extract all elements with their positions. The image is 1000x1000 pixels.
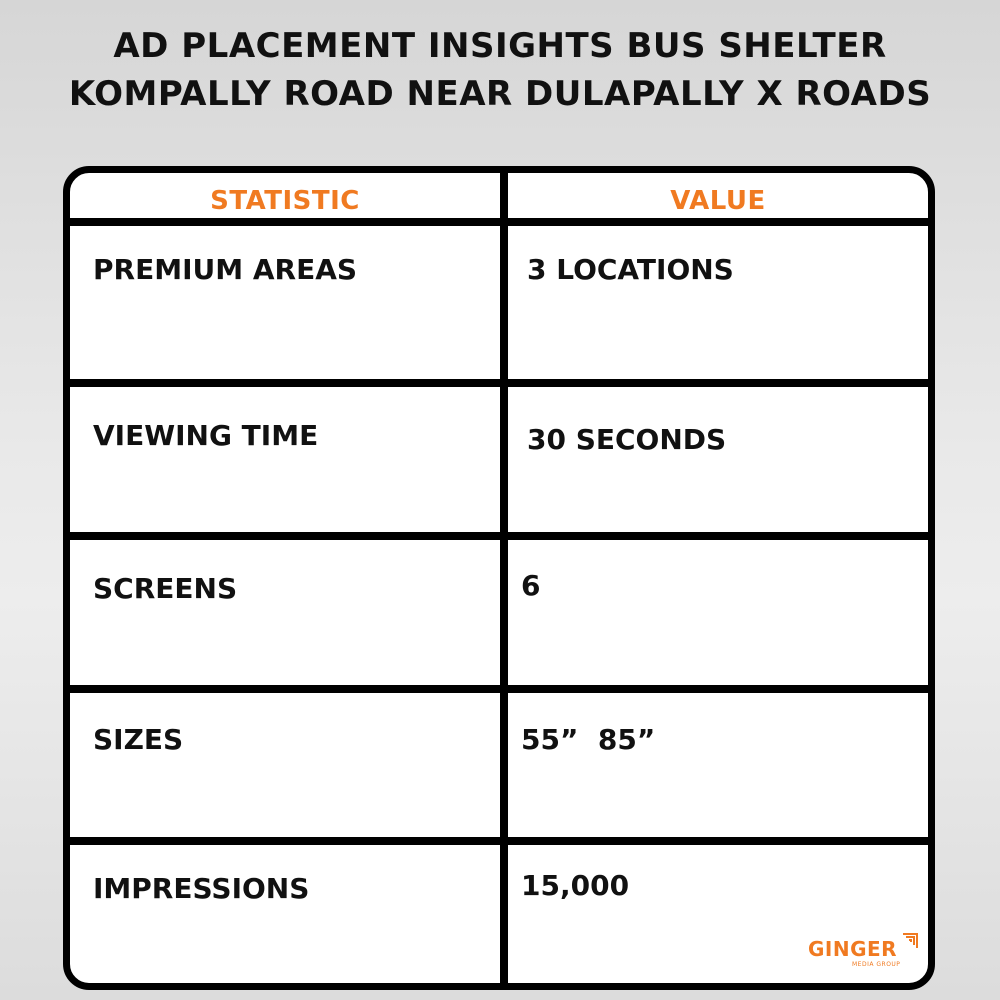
column-divider bbox=[500, 173, 508, 983]
ginger-logo bbox=[808, 933, 918, 973]
ginger-logo-icon bbox=[902, 933, 918, 949]
logo-name: GINGER bbox=[808, 937, 898, 961]
header-value: VALUE bbox=[670, 186, 766, 216]
row-label-premium-areas: PREMIUM AREAS bbox=[93, 253, 358, 286]
row-value-viewing-time: 30 SECONDS bbox=[527, 423, 727, 456]
title-line-2: KOMPALLY ROAD NEAR DULAPALLY X ROADS bbox=[68, 74, 932, 114]
title-line-1: AD PLACEMENT INSIGHTS BUS SHELTER bbox=[113, 26, 887, 66]
row-divider bbox=[70, 218, 928, 226]
row-label-impressions: IMPRESSIONS bbox=[93, 872, 310, 905]
row-divider bbox=[70, 379, 928, 387]
row-label-sizes: SIZES bbox=[93, 723, 184, 756]
statistics-table bbox=[63, 166, 935, 990]
row-label-screens: SCREENS bbox=[93, 572, 238, 605]
row-divider bbox=[70, 532, 928, 540]
row-value-screens: 6 bbox=[521, 569, 541, 602]
row-divider bbox=[70, 837, 928, 845]
page-title bbox=[0, 22, 1000, 118]
logo-subtitle: MEDIA GROUP bbox=[852, 961, 901, 968]
row-value-premium-areas: 3 LOCATIONS bbox=[527, 253, 734, 286]
row-value-sizes: 55” 85” bbox=[521, 723, 656, 756]
row-label-viewing-time: VIEWING TIME bbox=[93, 419, 319, 452]
header-statistic: STATISTIC bbox=[210, 186, 360, 216]
row-divider bbox=[70, 685, 928, 693]
row-value-impressions: 15,000 bbox=[521, 869, 630, 902]
